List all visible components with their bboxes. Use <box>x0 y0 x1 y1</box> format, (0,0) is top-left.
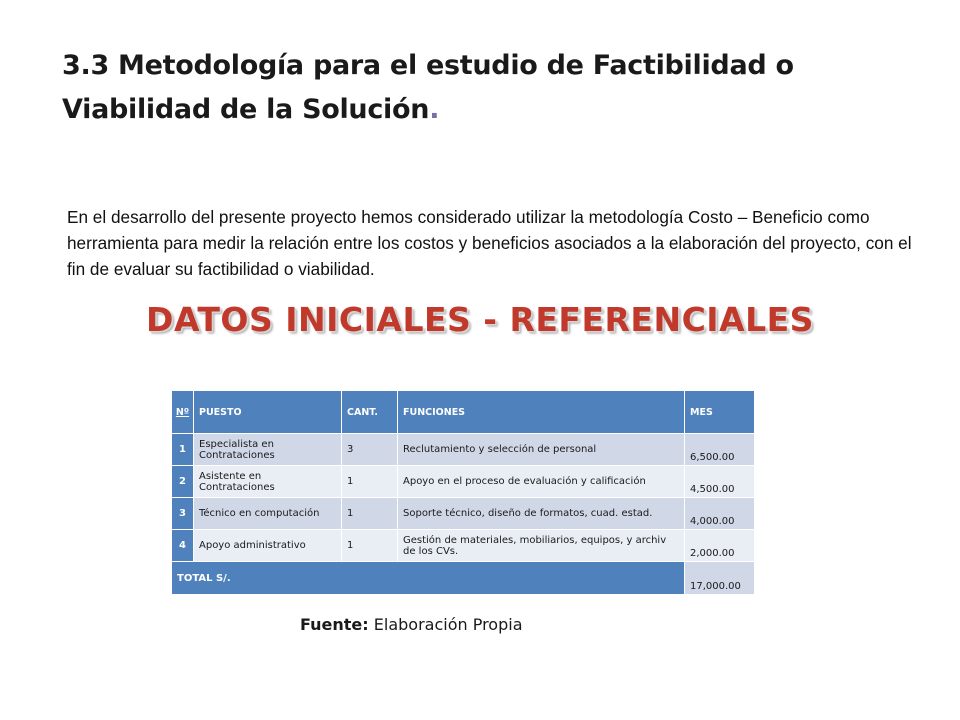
table-row <box>172 434 755 466</box>
slide-title-text: 3.3 Metodología para el estudio de Factibilidad o Viabilidad de la Solución <box>62 50 794 125</box>
section-heading: DATOS INICIALES - REFERENCIALES <box>146 300 814 339</box>
row-funciones: Reclutamiento y selección de personal <box>398 434 685 466</box>
intro-paragraph: En el desarrollo del presente proyecto hemos considerado utilizar la metodología Costo – Beneficio como herramienta para medir la relación entre los costos y beneficios asociados a la elaboración del proyecto, con el fin de evaluar su factibilidad o viabilidad. <box>67 207 912 279</box>
row-puesto: Asistente en Contrataciones <box>194 466 342 498</box>
source-label: Fuente: <box>300 615 369 634</box>
total-value: 17,000.00 <box>685 562 755 595</box>
row-mes: 2,000.00 <box>685 530 755 562</box>
row-funciones: Soporte técnico, diseño de formatos, cuad. estad. <box>398 498 685 530</box>
slide-title-period: . <box>429 94 440 125</box>
table-header-row <box>172 391 755 434</box>
table-row <box>172 498 755 530</box>
row-num: 1 <box>172 434 194 466</box>
row-puesto: Apoyo administrativo <box>194 530 342 562</box>
row-cant: 1 <box>342 466 398 498</box>
source-note <box>300 615 523 634</box>
row-num: 3 <box>172 498 194 530</box>
table-row <box>172 530 755 562</box>
slide-title <box>62 44 882 132</box>
row-cant: 1 <box>342 530 398 562</box>
row-cant: 1 <box>342 498 398 530</box>
staff-cost-table <box>171 390 755 595</box>
table-row <box>172 466 755 498</box>
row-funciones: Gestión de materiales, mobiliarios, equipos, y archiv de los CVs. <box>398 530 685 562</box>
row-mes: 4,500.00 <box>685 466 755 498</box>
total-label: TOTAL S/. <box>172 562 685 595</box>
source-text: Elaboración Propia <box>373 615 523 634</box>
row-num: 4 <box>172 530 194 562</box>
header-funciones: FUNCIONES <box>398 391 685 434</box>
row-mes: 6,500.00 <box>685 434 755 466</box>
row-num: 2 <box>172 466 194 498</box>
row-cant: 3 <box>342 434 398 466</box>
header-cant: CANT. <box>342 391 398 434</box>
header-num: Nº <box>172 391 194 434</box>
row-mes: 4,000.00 <box>685 498 755 530</box>
header-puesto: PUESTO <box>194 391 342 434</box>
table-total-row <box>172 562 755 595</box>
row-puesto: Especialista en Contrataciones <box>194 434 342 466</box>
row-funciones: Apoyo en el proceso de evaluación y calificación <box>398 466 685 498</box>
row-puesto: Técnico en computación <box>194 498 342 530</box>
header-mes: MES <box>685 391 755 434</box>
